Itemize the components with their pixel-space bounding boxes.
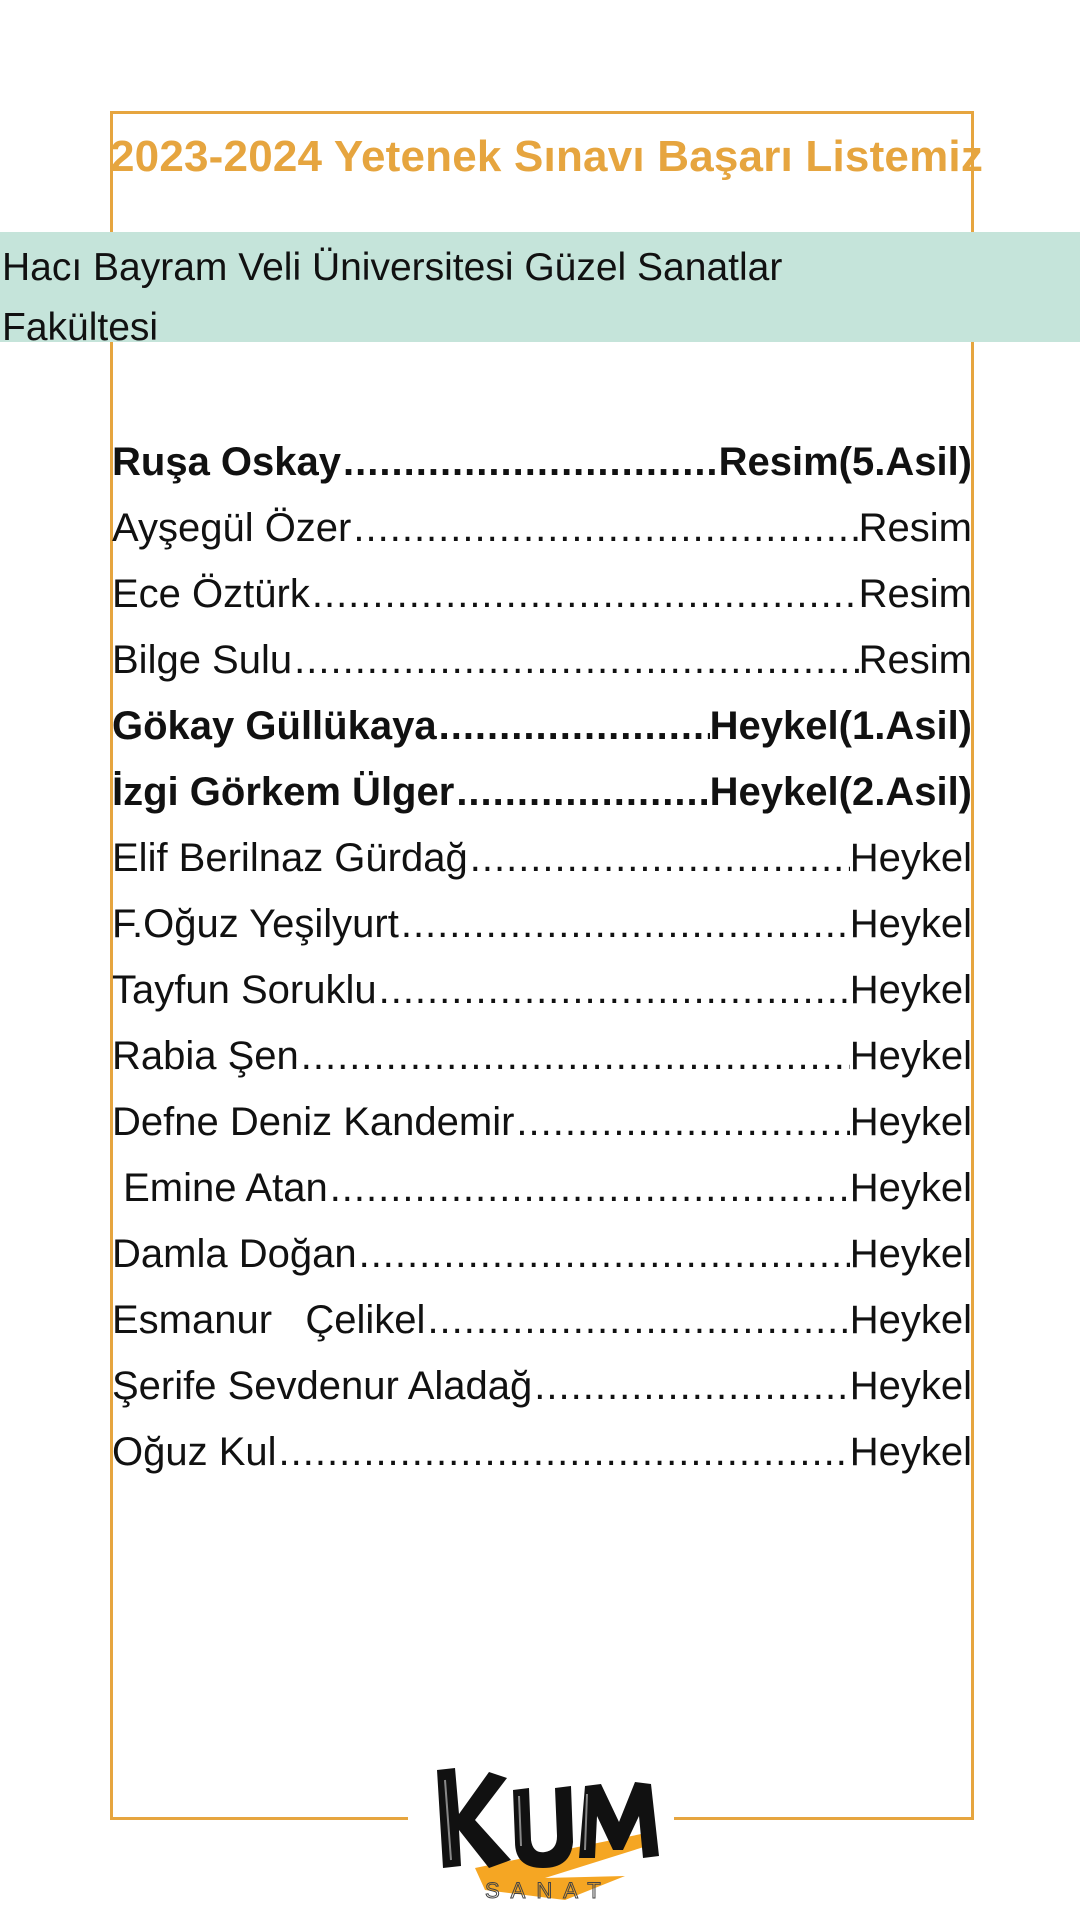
leader-dots xyxy=(341,440,719,485)
leader-dots xyxy=(399,902,850,947)
department-label: Resim(5.Asil) xyxy=(718,439,972,484)
list-item xyxy=(112,495,972,561)
leader-dots xyxy=(310,572,859,617)
student-name: Damla Doğan xyxy=(112,1231,357,1276)
list-item xyxy=(112,1089,972,1155)
department-label: Heykel xyxy=(849,1429,972,1474)
student-name: Şerife Sevdenur Aladağ xyxy=(112,1363,533,1408)
student-name: Ece Öztürk xyxy=(112,571,310,616)
list-item xyxy=(112,759,972,825)
list-item xyxy=(112,891,972,957)
list-item xyxy=(112,1353,972,1419)
department-label: Heykel(1.Asil) xyxy=(709,703,972,748)
student-name: Ayşegül Özer xyxy=(112,505,352,550)
student-name: İzgi Görkem Ülger xyxy=(112,769,455,814)
leader-dots xyxy=(351,506,858,551)
department-label: Heykel xyxy=(849,1033,972,1078)
student-name: Ruşa Oskay xyxy=(112,439,342,484)
list-item xyxy=(112,1419,972,1485)
student-name: F.Oğuz Yeşilyurt xyxy=(112,901,399,946)
leader-dots xyxy=(425,1298,849,1343)
leader-dots xyxy=(292,638,859,683)
results-list xyxy=(112,429,972,1485)
department-label: Heykel xyxy=(849,1297,972,1342)
department-label: Heykel xyxy=(849,835,972,880)
leader-dots xyxy=(277,1430,850,1475)
list-item xyxy=(112,1023,972,1089)
leader-dots xyxy=(454,770,709,815)
leader-dots xyxy=(468,836,850,881)
leader-dots xyxy=(377,968,850,1013)
leader-dots xyxy=(532,1364,849,1409)
student-name: Tayfun Soruklu xyxy=(112,967,377,1012)
leader-dots xyxy=(437,704,710,749)
student-name: Gökay Güllükaya xyxy=(112,703,437,748)
student-name: Esmanur Çelikel xyxy=(112,1297,426,1342)
student-name: Oğuz Kul xyxy=(112,1429,277,1474)
department-label: Heykel xyxy=(849,901,972,946)
list-item xyxy=(112,627,972,693)
department-label: Heykel(2.Asil) xyxy=(709,769,972,814)
list-item xyxy=(112,1221,972,1287)
list-item xyxy=(112,1155,972,1221)
list-item xyxy=(112,957,972,1023)
department-label: Resim xyxy=(858,637,972,682)
university-name: Hacı Bayram Veli Üniversitesi Güzel Sanatlar Fakültesi xyxy=(2,246,783,349)
list-item xyxy=(112,561,972,627)
department-label: Heykel xyxy=(849,1099,972,1144)
logo-subtext: SANAT xyxy=(485,1878,612,1903)
department-label: Heykel xyxy=(849,1165,972,1210)
department-label: Resim xyxy=(858,571,972,616)
leader-dots xyxy=(299,1034,850,1079)
page-title: 2023-2024 Yetenek Sınavı Başarı Listemiz xyxy=(110,132,984,181)
university-banner xyxy=(0,232,1080,349)
list-item xyxy=(112,429,972,495)
department-label: Heykel xyxy=(849,1231,972,1276)
leader-dots xyxy=(514,1100,849,1145)
department-label: Heykel xyxy=(849,967,972,1012)
list-item xyxy=(112,1287,972,1353)
list-item xyxy=(112,825,972,891)
leader-dots xyxy=(328,1166,850,1211)
student-name: Emine Atan xyxy=(112,1165,328,1210)
student-name: Defne Deniz Kandemir xyxy=(112,1099,515,1144)
student-name: Rabia Şen xyxy=(112,1033,299,1078)
kum-sanat-logo xyxy=(415,1750,675,1910)
leader-dots xyxy=(357,1232,850,1277)
department-label: Resim xyxy=(858,505,972,550)
department-label: Heykel xyxy=(849,1363,972,1408)
student-name: Bilge Sulu xyxy=(112,637,293,682)
student-name: Elif Berilnaz Gürdağ xyxy=(112,835,468,880)
list-item xyxy=(112,693,972,759)
